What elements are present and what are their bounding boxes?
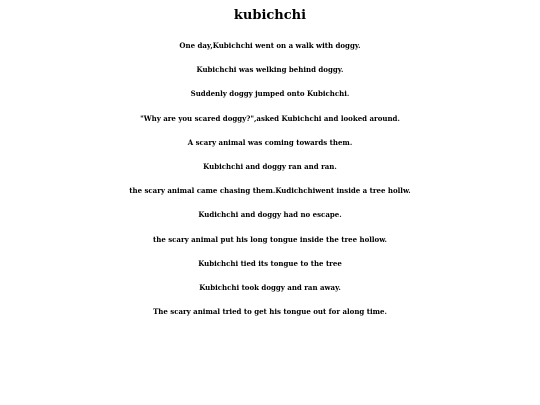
story-line: Kudichchi and doggy had no escape. xyxy=(198,210,342,220)
story-text xyxy=(0,33,540,330)
page-title: kubichchi xyxy=(233,8,307,23)
story-line: Kubichchi and doggy ran and ran. xyxy=(203,161,337,171)
story-line: One day,Kubichchi went on a walk with doggy. xyxy=(179,41,361,50)
story-line: Kubichchi was welking behind doggy. xyxy=(196,65,344,75)
story-line: The scary animal tried to get his tongue out for along time. xyxy=(153,307,387,317)
story-line: Suddenly doggy jumped onto Kubichchi. xyxy=(190,89,350,99)
story-line: Kubichchi took doggy and ran away. xyxy=(199,282,341,292)
story-line: A scary animal was coming towards them. xyxy=(187,137,353,147)
story-line: Kubichchi tied its tongue to the tree xyxy=(198,258,342,268)
story-line: "Why are you scared doggy?",asked Kubichchi and looked around. xyxy=(140,113,400,123)
story-line: the scary animal came chasing them.Kudichchiwent inside a tree hollw. xyxy=(129,186,411,196)
story-line: the scary animal put his long tongue inside the tree hollow. xyxy=(153,234,387,244)
